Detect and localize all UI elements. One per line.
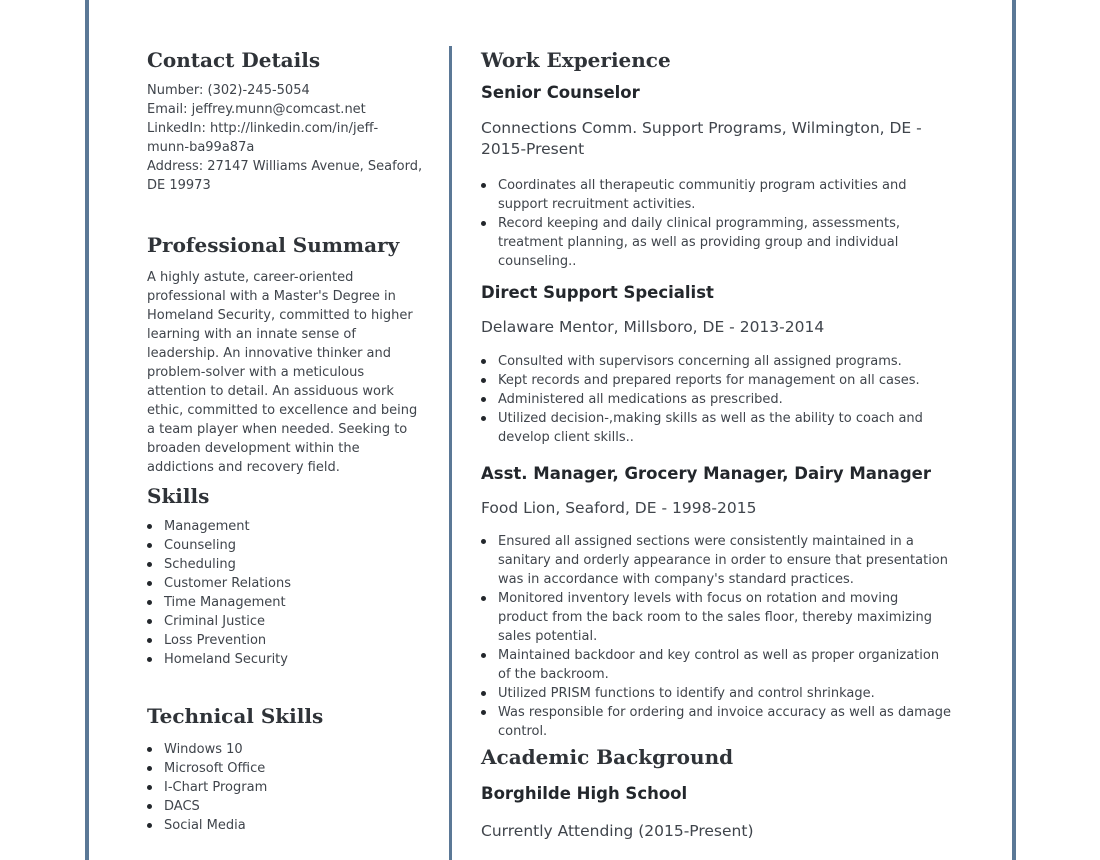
contact-address-line2: DE 19973 xyxy=(147,178,211,193)
technical-skill-item: Social Media xyxy=(147,816,267,835)
contact-linkedin-line1: LinkedIn: http://linkedin.com/in/jeff- xyxy=(147,121,379,136)
job-duty xyxy=(481,390,923,409)
technical-skill-item: Microsoft Office xyxy=(147,759,267,778)
job-duty xyxy=(481,176,907,214)
skill-item: Scheduling xyxy=(147,555,291,574)
job-organization-line1: Delaware Mentor, Millsboro, DE - 2013-2014 xyxy=(481,318,825,336)
job-duty-line: Maintained backdoor and key control as well as proper organization xyxy=(498,648,940,663)
summary-line: broaden development within the xyxy=(147,441,360,456)
job-duty-line: support recruitment activities. xyxy=(498,197,696,212)
skill-item: Customer Relations xyxy=(147,574,291,593)
contact-address-line1: Address: 27147 Williams Avenue, Seaford, xyxy=(147,159,423,174)
job-duties-list xyxy=(481,176,907,271)
summary-line: problem-solver with a meticulous xyxy=(147,365,365,380)
technical-skills-list xyxy=(147,740,267,835)
skill-item: Homeland Security xyxy=(147,650,291,669)
skill-item: Counseling xyxy=(147,536,291,555)
job-organization-line1: Food Lion, Seaford, DE - 1998-2015 xyxy=(481,499,757,517)
job-duty-line: Utilized decision-,making skills as well as the ability to coach and xyxy=(498,411,923,426)
job-duty xyxy=(481,409,923,447)
summary-text xyxy=(147,268,417,477)
job-duty-line: Utilized PRISM functions to identify and control shrinkage. xyxy=(498,686,875,701)
summary-line: addictions and recovery field. xyxy=(147,460,340,475)
job-duty xyxy=(481,684,951,703)
job-duty xyxy=(481,352,923,371)
job-duty-line: treatment planning, as well as providing group and individual xyxy=(498,235,899,250)
summary-line: ethic, committed to excellence and being xyxy=(147,403,418,418)
job-duties-list xyxy=(481,352,923,447)
job-duty xyxy=(481,214,907,271)
job-duty xyxy=(481,371,923,390)
contact-linkedin-line2: munn-ba99a87a xyxy=(147,140,255,155)
job-duty-line: product from the back room to the sales floor, thereby maximizing xyxy=(498,610,932,625)
technical-skill-item: I-Chart Program xyxy=(147,778,267,797)
skill-item: Management xyxy=(147,517,291,536)
school-name: Borghilde High School xyxy=(481,784,688,803)
summary-line: leadership. An innovative thinker and xyxy=(147,346,391,361)
contact-heading: Contact Details xyxy=(147,48,321,72)
academic-heading: Academic Background xyxy=(481,745,734,769)
school-status: Currently Attending (2015-Present) xyxy=(481,822,754,840)
job-title: Direct Support Specialist xyxy=(481,283,714,302)
contact-number: Number: (302)-245-5054 xyxy=(147,83,310,98)
column-divider xyxy=(449,46,452,860)
job-organization xyxy=(481,317,824,338)
summary-line: professional with a Master's Degree in xyxy=(147,289,396,304)
technical-skill-item: Windows 10 xyxy=(147,740,267,759)
page-border-left xyxy=(85,0,89,860)
job-organization-line2: 2015-Present xyxy=(481,140,585,158)
job-organization xyxy=(481,118,922,160)
skills-list xyxy=(147,517,291,669)
job-duty-line: develop client skills.. xyxy=(498,430,634,445)
summary-line: learning with an innate sense of xyxy=(147,327,356,342)
job-duty-line: sales potential. xyxy=(498,629,598,644)
job-duty-line: Record keeping and daily clinical programming, assessments, xyxy=(498,216,901,231)
summary-line: A highly astute, career-oriented xyxy=(147,270,354,285)
work-experience-heading: Work Experience xyxy=(481,48,671,72)
job-organization xyxy=(481,498,756,519)
skills-heading: Skills xyxy=(147,484,210,508)
job-duties-list xyxy=(481,532,951,741)
skill-item: Time Management xyxy=(147,593,291,612)
job-duty-line: Consulted with supervisors concerning all assigned programs. xyxy=(498,354,902,369)
job-duty xyxy=(481,646,951,684)
summary-line: Homeland Security, committed to higher xyxy=(147,308,413,323)
job-organization-line1: Connections Comm. Support Programs, Wilmington, DE - xyxy=(481,119,922,137)
job-duty-line: Was responsible for ordering and invoice accuracy as well as damage xyxy=(498,705,952,720)
job-duty-line: Ensured all assigned sections were consistently maintained in a xyxy=(498,534,914,549)
technical-skill-item: DACS xyxy=(147,797,267,816)
job-duty-line: Kept records and prepared reports for management on all cases. xyxy=(498,373,920,388)
job-duty-line: Monitored inventory levels with focus on rotation and moving xyxy=(498,591,899,606)
job-duty-line: was in accordance with company's standard practices. xyxy=(498,572,854,587)
job-title: Asst. Manager, Grocery Manager, Dairy Manager xyxy=(481,464,931,483)
summary-line: a team player when needed. Seeking to xyxy=(147,422,408,437)
technical-skills-heading: Technical Skills xyxy=(147,704,324,728)
summary-heading: Professional Summary xyxy=(147,233,400,257)
job-duty-line: of the backroom. xyxy=(498,667,609,682)
summary-line: attention to detail. An assiduous work xyxy=(147,384,394,399)
job-duty-line: control. xyxy=(498,724,548,739)
contact-details xyxy=(147,81,422,195)
job-duty xyxy=(481,589,951,646)
skill-item: Loss Prevention xyxy=(147,631,291,650)
contact-email: Email: jeffrey.munn@comcast.net xyxy=(147,102,366,117)
job-duty-line: Administered all medications as prescribed. xyxy=(498,392,783,407)
skill-item: Criminal Justice xyxy=(147,612,291,631)
job-duty-line: Coordinates all therapeutic communitiy program activities and xyxy=(498,178,907,193)
job-duty xyxy=(481,703,951,741)
page-border-right xyxy=(1012,0,1016,860)
job-duty-line: sanitary and orderly appearance in order to ensure that presentation xyxy=(498,553,948,568)
job-title: Senior Counselor xyxy=(481,83,640,102)
job-duty xyxy=(481,532,951,589)
job-duty-line: counseling.. xyxy=(498,254,577,269)
